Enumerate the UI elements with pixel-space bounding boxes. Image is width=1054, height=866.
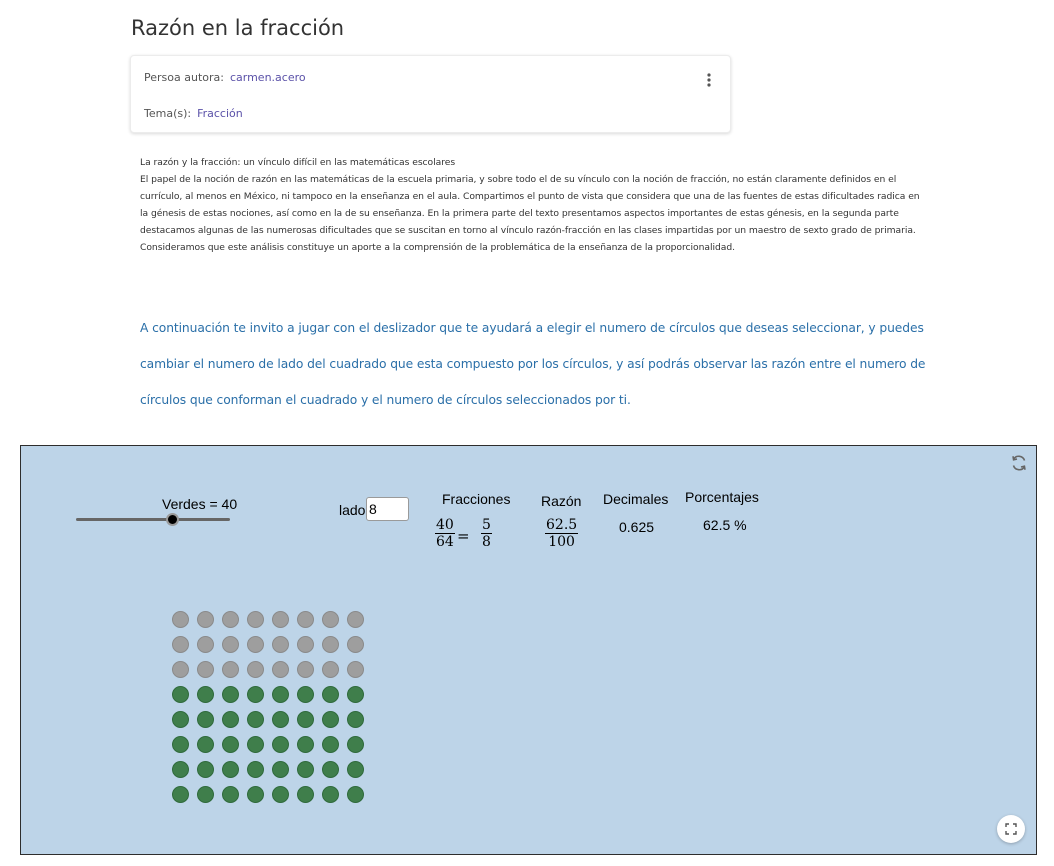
green-circle [272, 686, 289, 703]
green-circle [172, 786, 189, 803]
circle-grid [172, 611, 372, 811]
gray-circle [322, 636, 339, 653]
green-circle [222, 786, 239, 803]
gray-circle [247, 636, 264, 653]
gray-circle [272, 611, 289, 628]
percentage-value: 62.5 % [703, 517, 747, 533]
gray-circle [222, 661, 239, 678]
green-circle [272, 736, 289, 753]
green-circle [322, 786, 339, 803]
topic-row [144, 107, 243, 120]
author-link[interactable]: carmen.acero [229, 71, 306, 84]
green-circle [297, 686, 314, 703]
refresh-icon[interactable] [1009, 453, 1029, 473]
green-circle [272, 786, 289, 803]
slider-handle[interactable] [166, 513, 179, 526]
green-circle [322, 761, 339, 778]
gray-circle [222, 611, 239, 628]
green-circle [347, 711, 364, 728]
green-circle [297, 711, 314, 728]
green-circle [197, 736, 214, 753]
green-circle [247, 761, 264, 778]
green-circle [222, 711, 239, 728]
gray-circle [247, 611, 264, 628]
fraction-right-numerator: 5 [482, 517, 491, 533]
gray-circle [197, 636, 214, 653]
fraction-right-denominator: 8 [482, 534, 491, 550]
green-circle [172, 711, 189, 728]
gray-circle [347, 611, 364, 628]
green-circle [272, 711, 289, 728]
author-info-card [130, 55, 731, 133]
lado-label: lado [339, 502, 366, 518]
author-label: Persoa autora: [144, 71, 224, 84]
green-circle [347, 786, 364, 803]
fraction-equals-sign: = [457, 527, 470, 545]
green-circle [297, 786, 314, 803]
gray-circle [347, 636, 364, 653]
lado-input[interactable] [366, 497, 409, 521]
gray-circle [172, 611, 189, 628]
green-circle [322, 686, 339, 703]
verdes-slider[interactable] [76, 518, 230, 521]
more-vertical-icon [702, 71, 716, 89]
green-circle [172, 761, 189, 778]
gray-circle [297, 636, 314, 653]
gray-circle [272, 636, 289, 653]
razon-numerator: 62.5 [546, 517, 578, 533]
razon-fraction [545, 517, 578, 550]
fullscreen-icon [1005, 823, 1017, 835]
description-body: El papel de la noción de razón en las matemáticas de la escuela primaria, y sobre todo el de su vínculo con la noción de fracción, no están claramente definidos en el currículo, al menos en México, ni tampoco en la enseñanza en el aula. Compartimos el punto de vista que considera que una de las fuentes de estas dificultades radica en la génesis de estas nociones, así como en la de su enseñanza. En la primera parte del texto presentamos aspectos importantes de estas génesis, en la segunda parte destacamos algunas de las numerosas dificultades que se suscitan en torno al vínculo razón-fracción en las clases impartidas por un maestro de sexto grado de primaria. Consideramos que este análisis constituye un aporte a la comprensión de la problemática de la enseñanza de la proporcionalidad. [140, 174, 920, 253]
gray-circle [197, 611, 214, 628]
green-circle [222, 686, 239, 703]
author-row [144, 71, 306, 84]
gray-circle [247, 661, 264, 678]
green-circle [347, 761, 364, 778]
description-text [140, 154, 920, 256]
green-circle [197, 686, 214, 703]
intro-text: A continuación te invito a jugar con el deslizador que te ayudará a elegir el numero de círculos que deseas seleccionar, y puedes cambiar el numero de lado del cuadrado que esta compuesto por los círculos, y así podrás observar las razón entre el numero de círculos que conforman el cuadrado y el numero de círculos seleccionados por ti. [140, 321, 926, 407]
more-options-button[interactable] [702, 71, 716, 89]
fullscreen-button[interactable] [997, 815, 1025, 843]
topic-link[interactable]: Fracción [197, 107, 243, 120]
green-circle [222, 736, 239, 753]
gray-circle [297, 661, 314, 678]
green-circle [247, 711, 264, 728]
gray-circle [172, 661, 189, 678]
green-circle [247, 686, 264, 703]
fracciones-header: Fracciones [442, 491, 511, 507]
fraction-left [435, 517, 455, 550]
green-circle [172, 686, 189, 703]
decimales-header: Decimales [603, 491, 669, 507]
green-circle [272, 761, 289, 778]
razon-header: Razón [541, 493, 582, 509]
green-circle [347, 686, 364, 703]
green-circle [197, 711, 214, 728]
green-circle [297, 761, 314, 778]
gray-circle [347, 661, 364, 678]
green-circle [247, 736, 264, 753]
fraction-left-numerator: 40 [436, 517, 454, 533]
green-circle [297, 736, 314, 753]
gray-circle [272, 661, 289, 678]
green-circle [247, 786, 264, 803]
green-circle [197, 761, 214, 778]
green-circle [197, 786, 214, 803]
green-circle [322, 736, 339, 753]
green-circle [322, 711, 339, 728]
green-circle [172, 736, 189, 753]
topic-label: Tema(s): [144, 107, 192, 120]
page-title: Razón en la fracción [131, 16, 345, 40]
green-circle [222, 761, 239, 778]
slider-label: Verdes = 40 [162, 496, 238, 512]
description-title: La razón y la fracción: un vínculo difícil en las matemáticas escolares [140, 157, 456, 168]
porcentajes-header: Porcentajes [685, 489, 759, 505]
razon-denominator: 100 [545, 533, 578, 550]
gray-circle [322, 661, 339, 678]
gray-circle [197, 661, 214, 678]
fraction-left-denominator: 64 [436, 534, 454, 550]
gray-circle [172, 636, 189, 653]
gray-circle [222, 636, 239, 653]
gray-circle [322, 611, 339, 628]
green-circle [347, 736, 364, 753]
fraction-right [481, 517, 492, 550]
decimal-value: 0.625 [619, 519, 655, 535]
geogebra-applet[interactable] [20, 445, 1037, 855]
gray-circle [297, 611, 314, 628]
